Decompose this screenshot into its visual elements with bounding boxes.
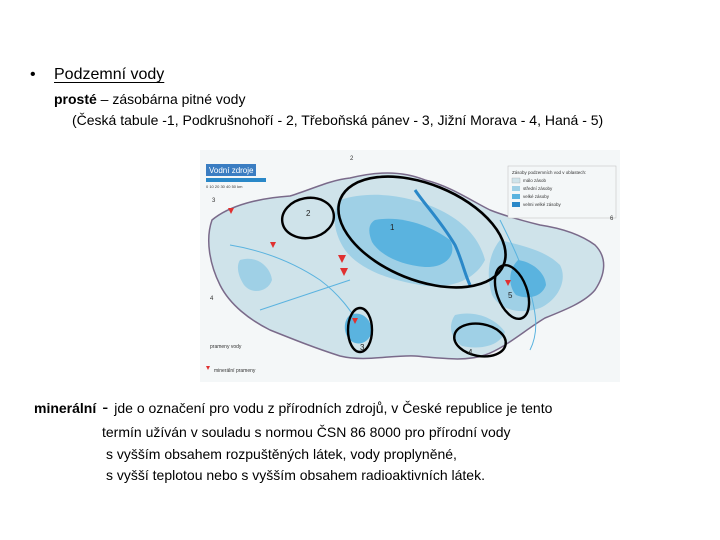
mineral-text-1: jde o označení pro vodu z přírodních zdrojů, v České republice je tento [114, 400, 553, 416]
legend-item: velmi velké zásoby [523, 202, 561, 207]
mineral-line-2: termín užíván v souladu s normou ČSN 86 8000 pro přírodní vody [102, 424, 511, 440]
map-title: Vodní zdroje [209, 166, 254, 175]
prosta-description: – zásobárna pitné vody [96, 91, 246, 107]
map-scale-bar [206, 178, 266, 182]
heading-bullet-line [30, 66, 164, 84]
legend-item: velké zásoby [523, 194, 550, 199]
legend-swatch [512, 194, 520, 199]
legend-heading: Zásoby podzemních vod v oblastech: [512, 170, 587, 175]
edge-number: 2 [350, 156, 354, 162]
legend-swatch [512, 202, 520, 207]
region-label-4: 4 [468, 348, 473, 357]
region-label-5: 5 [508, 291, 513, 300]
bottom-legend-item: prameny vody [210, 344, 242, 350]
map-scale-label: 0 10 20 30 40 50 km [206, 184, 243, 189]
bottom-legend-item: minerální prameny [214, 368, 256, 374]
edge-number: 3 [212, 198, 216, 204]
mineral-line-3: s vyšším obsahem rozpuštěných látek, vody proplyněné, [106, 446, 457, 462]
legend-swatch [512, 186, 520, 191]
map-svg [200, 150, 620, 382]
region-label-1: 1 [390, 223, 395, 232]
edge-number: 4 [210, 296, 214, 302]
mineral-line-1 [34, 397, 552, 418]
prosta-term: prosté [54, 91, 97, 107]
bullet-marker: • [30, 66, 36, 83]
region-label-3: 3 [360, 343, 365, 352]
legend-item: málo zásob [523, 178, 547, 183]
mineral-line-4: s vyšší teplotou nebo s vyšším obsahem radioaktivních látek. [106, 467, 485, 483]
heading-title: Podzemní vody [54, 66, 165, 83]
legend-item: střední zásoby [523, 186, 553, 191]
groundwater-map [200, 150, 620, 382]
region-label-2: 2 [306, 209, 311, 218]
mineral-term: minerální [34, 400, 97, 416]
edge-number: 6 [610, 216, 614, 222]
legend-swatch [512, 178, 520, 183]
regions-line: (Česká tabule -1, Podkrušnohoří - 2, Třeboňská pánev - 3, Jižní Morava - 4, Haná - 5) [72, 112, 604, 128]
mineral-dash: - [102, 397, 109, 417]
prosta-line [54, 91, 245, 107]
